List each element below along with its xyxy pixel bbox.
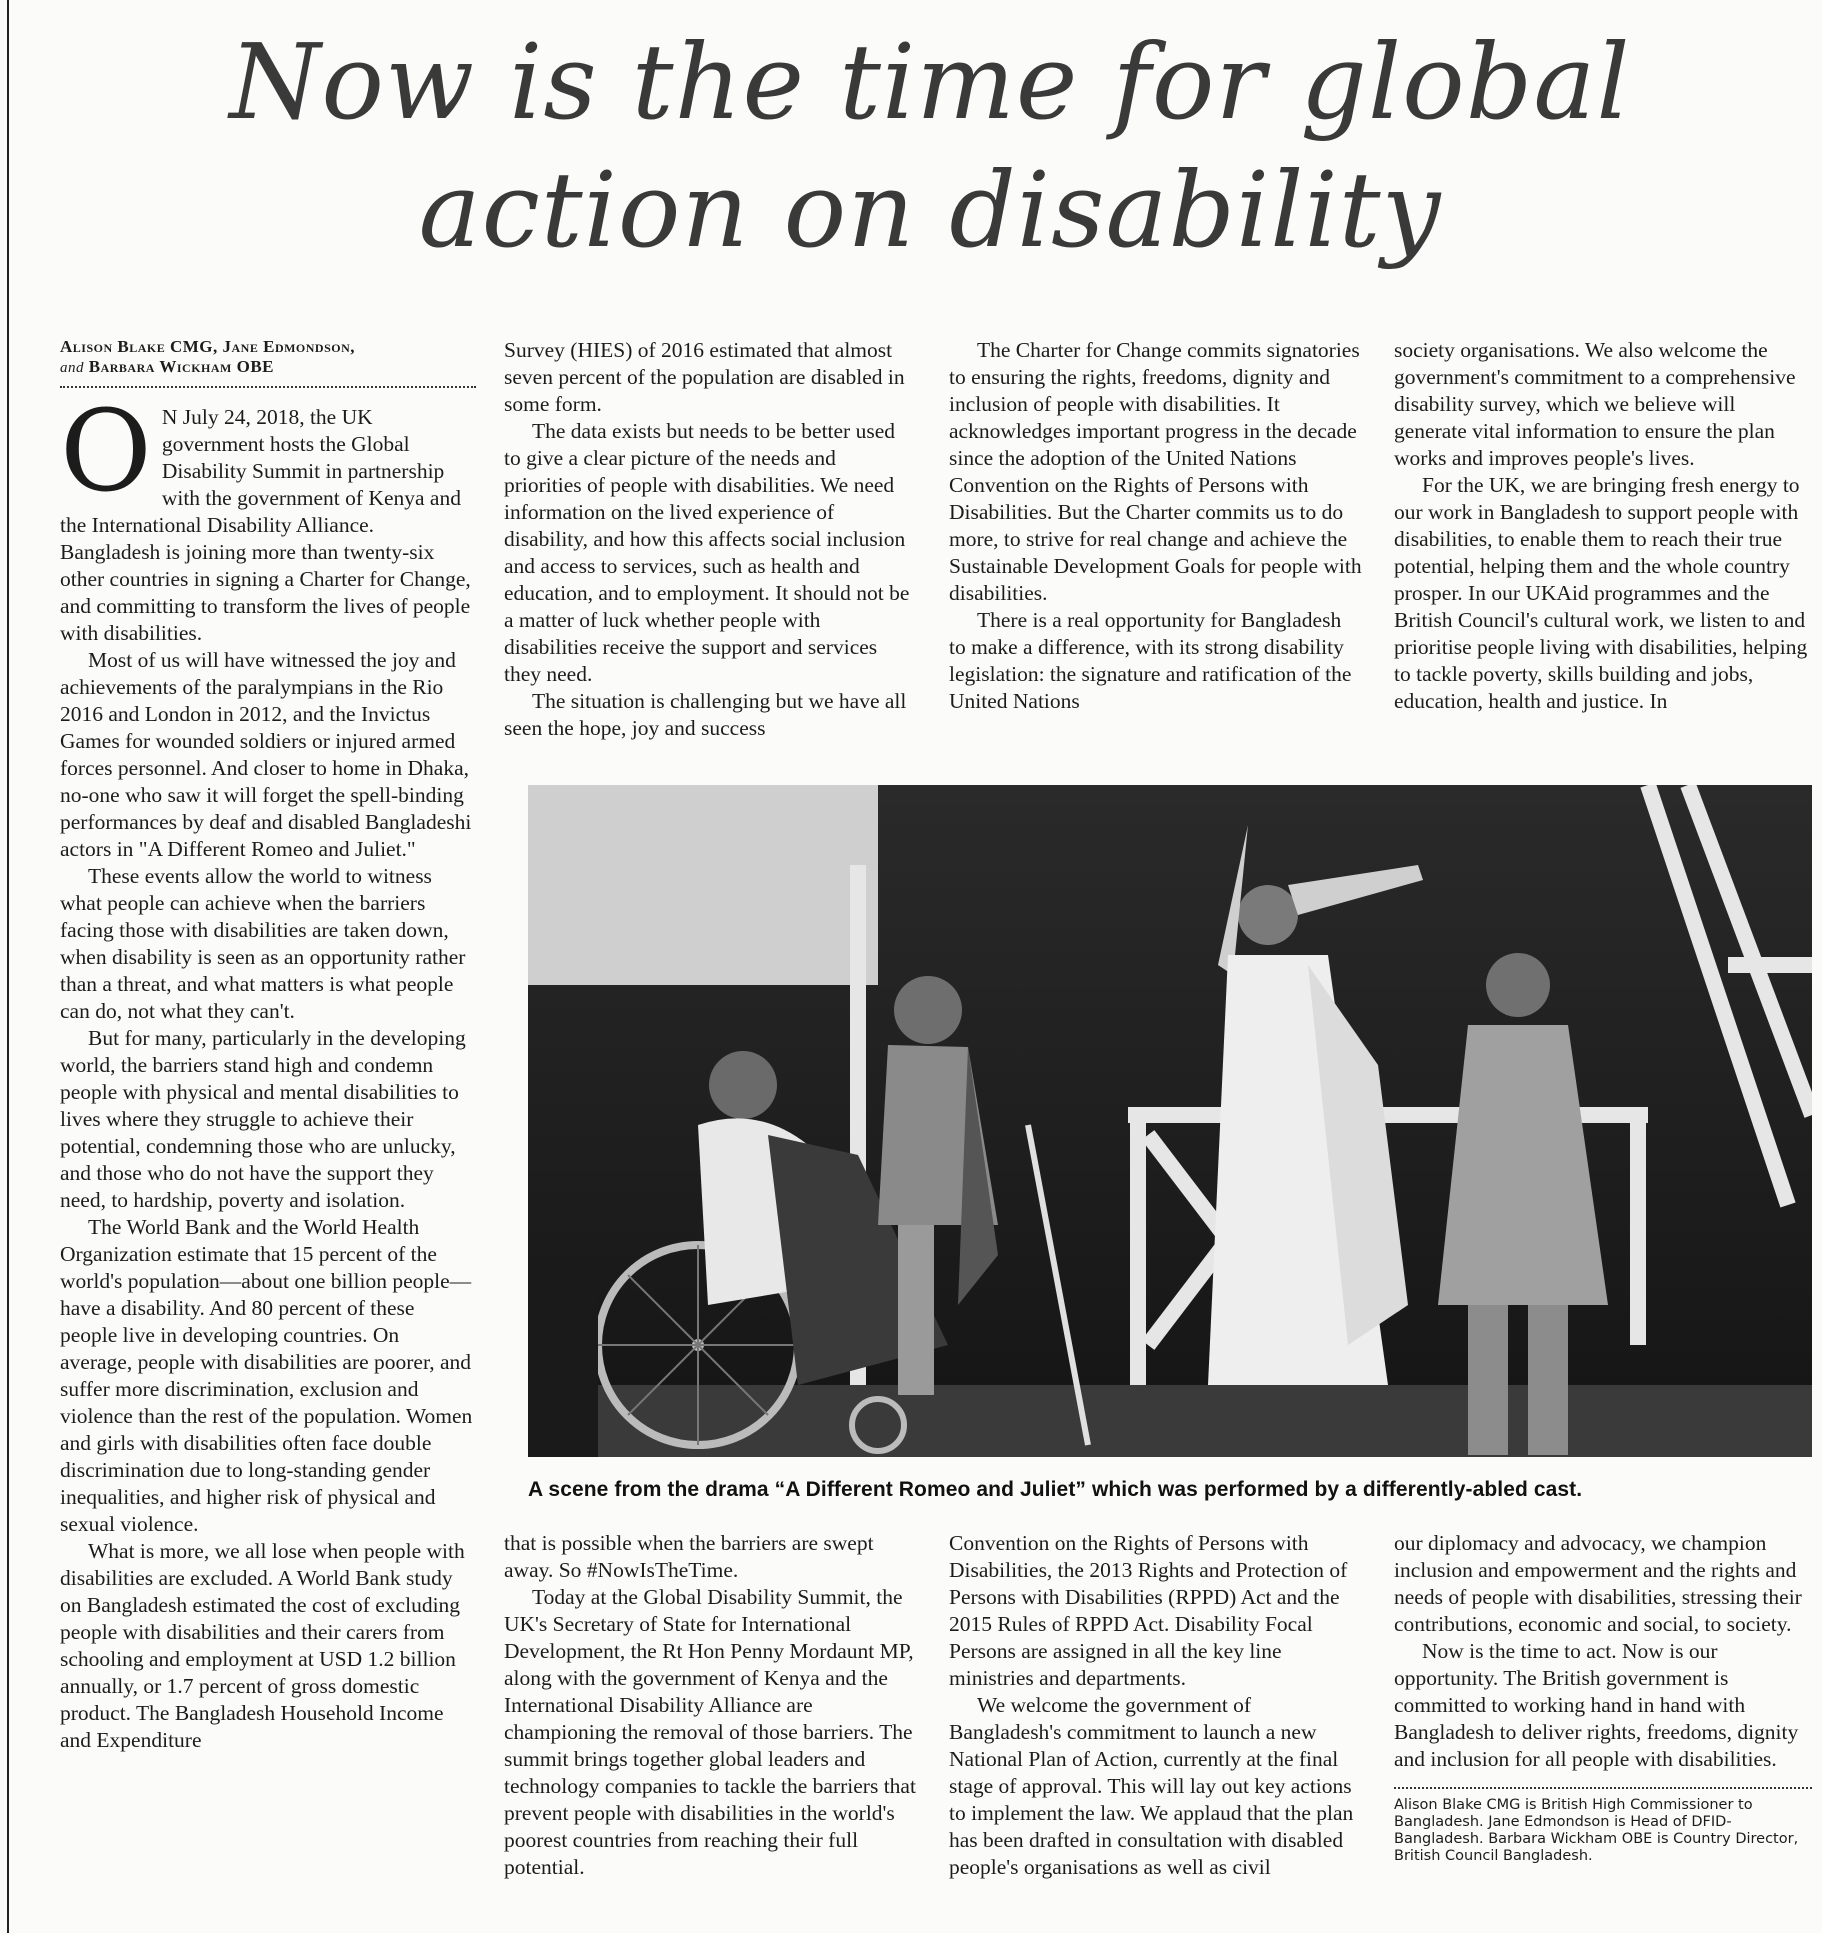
paragraph: our diplomacy and advocacy, we champion inclusion and empowerment and the rights and needs of people with disabilities, stressing their contributions, economic and social, to society.: [1394, 1531, 1802, 1636]
column-2-bottom: [504, 1530, 916, 1881]
paragraph: Today at the Global Disability Summit, the UK's Secretary of State for International Development, the Rt Hon Penny Mordaunt MP, along with the government of Kenya and the International Disability Alliance are championing the removal of those barriers. The summit brings together global leaders and technology companies to tackle the barriers that prevent people with disabilities in the world's poorest countries from reaching their full potential.: [504, 1585, 916, 1879]
photo-caption: A scene from the drama “A Different Romeo and Juliet” which was performed by a differently-abled cast.: [528, 1478, 1583, 1501]
column-4-top: [1394, 337, 1812, 715]
drop-cap: O: [60, 387, 152, 517]
headline: [60, 18, 1800, 274]
byline-authors: Alison Blake CMG, Jane Edmondson,: [60, 337, 356, 356]
paragraph: The situation is challenging but we have all seen the hope, joy and success: [504, 689, 907, 740]
headline-line-1: Now is the time for global: [229, 21, 1631, 143]
paragraph: The World Bank and the World Health Organization estimate that 15 percent of the world's population—about one billion people—have a disability. And 80 percent of these people live in developing countries. On average, people with disabilities are poorer, and suffer more discrimination, exclusion and violence than the rest of the population. Women and girls with disabilities often face double discrimination due to long-standing gender inequalities, and higher risk of physical and sexual violence.: [60, 1215, 473, 1536]
stage-photo: [528, 785, 1812, 1457]
paragraph: Survey (HIES) of 2016 estimated that almost seven percent of the population are disabled in some form.: [504, 338, 905, 416]
paragraph: There is a real opportunity for Bangladesh to make a difference, with its strong disability legislation: the signature and ratification of the United Nations: [949, 608, 1352, 713]
byline: [60, 337, 476, 388]
paragraph: Convention on the Rights of Persons with Disabilities, the 2013 Rights and Protection of Persons with Disabilities (RPPD) Act and the 2015 Rules of RPPD Act. Disability Focal Persons are assigned in all the key line ministries and departments.: [949, 1531, 1348, 1690]
paragraph: These events allow the world to witness what people can achieve when the barriers facing those with disabilities are taken down, when disability is seen as an opportunity rather than a threat, and what matters is what people can do, not what they can't.: [60, 864, 466, 1023]
byline-and: and: [60, 360, 84, 376]
column-2-top: [504, 337, 916, 742]
author-note: Alison Blake CMG is British High Commissioner to Bangladesh. Jane Edmondson is Head of DFID-Bangladesh. Barbara Wickham OBE is Country Director, British Council Bangladesh.: [1394, 1787, 1812, 1865]
byline-last-author: Barbara Wickham OBE: [88, 357, 275, 376]
paragraph: Most of us will have witnessed the joy and achievements of the paralympians in the Rio 2016 and London in 2012, and the Invictus Games for wounded soldiers or injured armed forces personnel. And closer to home in Dhaka, no-one who saw it will forget the spell-binding performances by deaf and disabled Bangladeshi actors in "A Different Romeo and Juliet.": [60, 648, 472, 861]
stage-photo-illustration: [528, 785, 1812, 1457]
paragraph: But for many, particularly in the developing world, the barriers stand high and condemn people with physical and mental disabilities to lives where they struggle to achieve their potential, condemning those who are unlucky, and those who do not have the support they need, to hardship, poverty and isolation.: [60, 1026, 466, 1212]
projection-screen: [528, 785, 878, 985]
paragraph: society organisations. We also welcome the government's commitment to a comprehensive disability survey, which we believe will generate vital information to ensure the plan works and improves people's lives.: [1394, 338, 1796, 470]
paragraph: The data exists but needs to be better used to give a clear picture of the needs and priorities of people with disabilities. We need information on the lived experience of disability, and how this affects social inclusion and access to services, such as health and education, and to employment. It should not be a matter of luck whether people with disabilities receive the support and services they need.: [504, 419, 910, 686]
paragraph: For the UK, we are bringing fresh energy to our work in Bangladesh to support people with disabilities, to enable them to reach their true potential, helping them and the whole country prosper. In our UKAid programmes and the British Council's cultural work, we listen to and prioritise people living with disabilities, helping to tackle poverty, skills building and jobs, education, health and justice. In: [1394, 473, 1808, 713]
paragraph: [60, 387, 476, 647]
paragraph: We welcome the government of Bangladesh's commitment to launch a new National Plan of Action, currently at the final stage of approval. This will lay out key actions to implement the law. We applaud that the plan has been drafted in consultation with disabled people's organisations as well as civil: [949, 1693, 1354, 1879]
paragraph-text: N July 24, 2018, the UK government hosts the Global Disability Summit in partnership with the government of Kenya and the International Disability Alliance. Bangladesh is joining more than twenty-six other countries in signing a Charter for Change, and committing to transform the lives of people with disabilities.: [60, 405, 471, 645]
column-1: [60, 337, 476, 1754]
paragraph: that is possible when the barriers are swept away. So #NowIsTheTime.: [504, 1531, 874, 1582]
column-4-bottom: [1394, 1530, 1812, 1865]
paragraph: The Charter for Change commits signatories to ensuring the rights, freedoms, dignity and inclusion of people with disabilities. It acknowledges important progress in the decade since the adoption of the United Nations Convention on the Rights of Persons with Disabilities. But the Charter commits us to do more, to strive for real change and achieve the Sustainable Development Goals for people with disabilities.: [949, 338, 1362, 605]
paragraph: What is more, we all lose when people with disabilities are excluded. A World Bank study on Bangladesh estimated the cost of excluding people with disabilities and their carers from schooling and employment at USD 1.2 billion annually, or 1.7 percent of gross domestic product. The Bangladesh Household Income and Expenditure: [60, 1539, 465, 1752]
column-3-top: [949, 337, 1363, 715]
column-3-bottom: [949, 1530, 1363, 1881]
page-edge-rule: [7, 0, 9, 1933]
headline-line-2: action on disability: [418, 149, 1442, 271]
paragraph: Now is the time to act. Now is our opportunity. The British government is committed to working hand in hand with Bangladesh to deliver rights, freedoms, dignity and inclusion for all people with disabilities.: [1394, 1639, 1799, 1771]
